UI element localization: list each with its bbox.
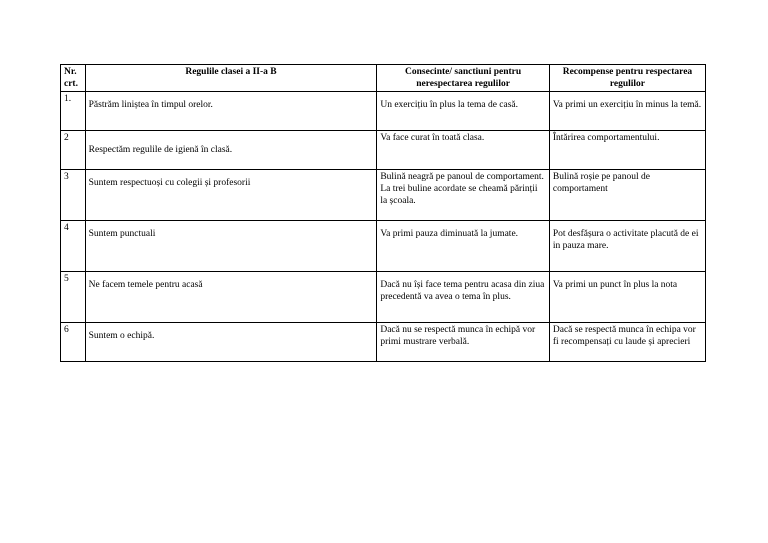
cell-rewards: Întărirea comportamentului. [549, 131, 705, 170]
cell-rule [85, 131, 377, 170]
table-header-row [61, 65, 706, 92]
table-row [61, 323, 706, 362]
rule-text: Suntem o echipă. [88, 331, 155, 341]
cell-rewards [549, 92, 705, 131]
cell-nr: 3 [61, 170, 86, 221]
cell-rule [85, 323, 377, 362]
cell-rewards [549, 221, 705, 272]
table-row [61, 272, 706, 323]
reward-text: Va primi un punct în plus la nota [552, 280, 678, 290]
class-rules-table [60, 64, 706, 362]
cell-nr: 5 [61, 272, 86, 323]
cell-rewards: Dacă se respectă munca în echipa vor fi recompensați cu laude și aprecieri [549, 323, 705, 362]
cell-rule [85, 272, 377, 323]
reward-text: Va primi un exercițiu în minus la temă. [552, 100, 702, 110]
reward-text: Pot desfășura o activitate placută de ei in pauza mare. [552, 229, 699, 251]
cell-nr: 1. [61, 92, 86, 131]
header-rule: Regulile clasei a II-a B [85, 65, 377, 92]
cell-nr: 2 [61, 131, 86, 170]
rule-text: Suntem respectuoși cu colegii și profesorii [88, 178, 251, 188]
cell-consequences [377, 221, 550, 272]
cell-rewards [549, 272, 705, 323]
cell-consequences: Dacă nu se respectă munca în echipă vor primi mustrare verbală. [377, 323, 550, 362]
cell-rewards: Bulină roșie pe panoul de comportament [549, 170, 705, 221]
rule-text: Păstrăm liniștea în timpul orelor. [88, 100, 213, 110]
consequence-text: Dacă nu își face tema pentru acasa din ziua precedentă va avea o tema în plus. [380, 280, 545, 302]
cell-consequences: Va face curat în toată clasa. [377, 131, 550, 170]
header-consequences: Consecinte/ sanctiuni pentru nerespectarea regulilor [377, 65, 550, 92]
cell-consequences [377, 92, 550, 131]
consequence-text: Va primi pauza diminuată la jumate. [380, 229, 519, 239]
table-row [61, 131, 706, 170]
cell-consequences: Bulină neagră pe panoul de comportament. La trei buline acordate se cheamă părinții la școala. [377, 170, 550, 221]
table-row [61, 92, 706, 131]
consequence-text: Un exercițiu în plus la tema de casă. [380, 100, 519, 110]
rule-text: Respectăm regulile de igienă în clasă. [88, 145, 233, 155]
rule-text: Suntem punctuali [88, 229, 156, 239]
table-row [61, 221, 706, 272]
cell-consequences [377, 272, 550, 323]
cell-rule [85, 170, 377, 221]
table-row [61, 170, 706, 221]
cell-nr: 6 [61, 323, 86, 362]
cell-rule [85, 92, 377, 131]
cell-rule [85, 221, 377, 272]
header-nr: Nr. crt. [61, 65, 86, 92]
rule-text: Ne facem temele pentru acasă [88, 280, 203, 290]
header-rewards: Recompense pentru respectarea regulilor [549, 65, 705, 92]
cell-nr: 4 [61, 221, 86, 272]
